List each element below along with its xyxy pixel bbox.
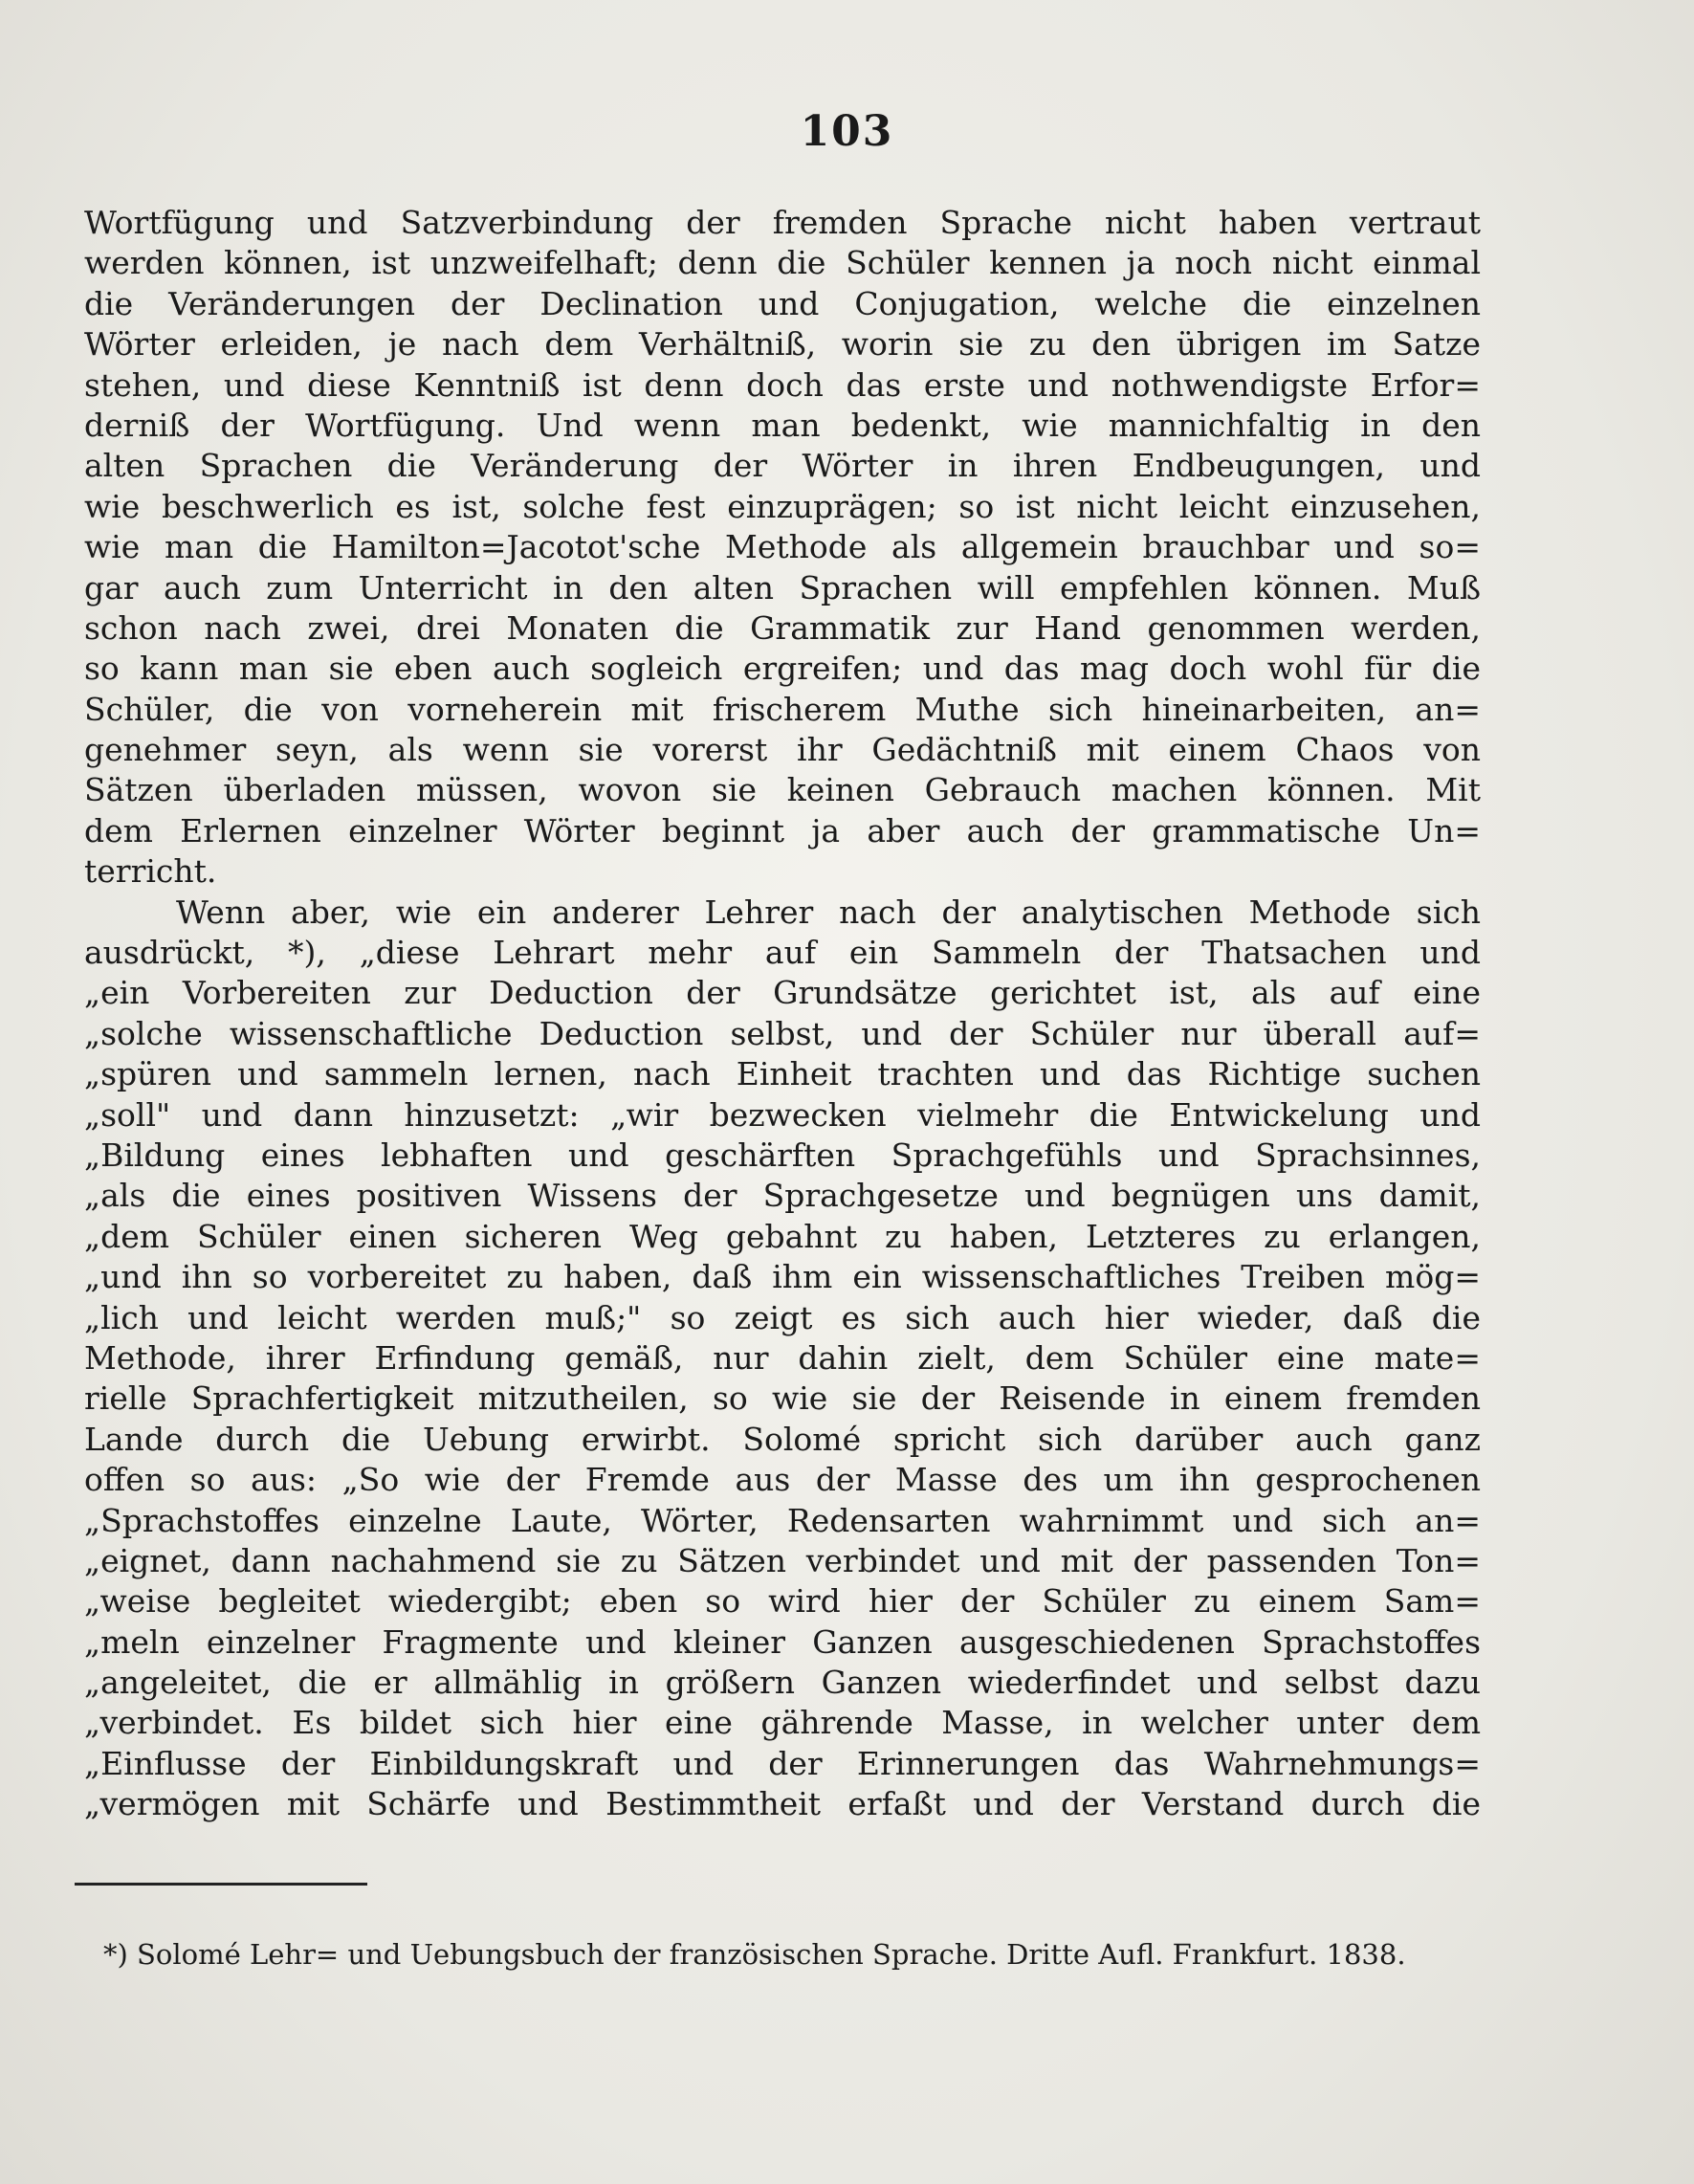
text-line: Sätzen überladen müssen, wovon sie keinen Gebrauch machen können. Mit (84, 771, 1481, 809)
text-line: derniß der Wortfügung. Und wenn man bedenkt, wie mannichfaltig in den (84, 406, 1481, 444)
text-line: stehen, und diese Kenntniß ist denn doch das erste und nothwendigste Erfor= (84, 365, 1481, 404)
text-line: Lande durch die Uebung erwirbt. Solomé spricht sich darüber auch ganz (84, 1420, 1481, 1458)
text-line: Wortfügung und Satzverbindung der fremden Sprache nicht haben vertraut (84, 204, 1481, 241)
text-line: „ein Vorbereiten zur Deduction der Grundsätze gerichtet ist, als auf eine (84, 974, 1481, 1012)
text-line: „meln einzelner Fragmente und kleiner Ganzen ausgeschiedenen Sprachstoffes (84, 1622, 1481, 1661)
footnote: *) Solomé Lehr= und Uebungsbuch der französischen Sprache. Dritte Aufl. Frankfurt. 1838. (103, 1938, 1406, 1971)
text-line: Wenn aber, wie ein anderer Lehrer nach der analytischen Methode sich (176, 893, 1481, 931)
text-line: „Sprachstoffes einzelne Laute, Wörter, Redensarten wahrnimmt und sich an= (84, 1501, 1481, 1539)
text-line: „solche wissenschaftliche Deduction selbst, und der Schüler nur überall auf= (84, 1014, 1481, 1052)
text-line: Methode, ihrer Erfindung gemäß, nur dahin zielt, dem Schüler eine mate= (84, 1338, 1481, 1377)
text-line: „als die eines positiven Wissens der Sprachgesetze und begnügen uns damit, (84, 1177, 1481, 1215)
paragraph-2 (84, 893, 1481, 1825)
text-line: „eignet, dann nachahmend sie zu Sätzen verbindet und mit der passenden Ton= (84, 1541, 1481, 1579)
text-line: Schüler, die von vorneherein mit frischerem Muthe sich hineinarbeiten, an= (84, 690, 1481, 728)
text-line: „vermögen mit Schärfe und Bestimmtheit erfaßt und der Verstand durch die (84, 1785, 1481, 1823)
text-line: terricht. (84, 852, 217, 891)
text-line: Wörter erleiden, je nach dem Verhältniß, worin sie zu den übrigen im Satze (84, 325, 1481, 364)
paragraph-1 (84, 203, 1481, 893)
text-line: schon nach zwei, drei Monaten die Grammatik zur Hand genommen werden, (84, 608, 1481, 647)
text-line: rielle Sprachfertigkeit mitzutheilen, so wie sie der Reisende in einem fremden (84, 1379, 1481, 1418)
text-line: „angeleitet, die er allmählig in größern Ganzen wiederfindet und selbst dazu (84, 1664, 1481, 1702)
text-line: wie beschwerlich es ist, solche fest einzuprägen; so ist nicht leicht einzusehen, (84, 487, 1481, 525)
text-line: so kann man sie eben auch sogleich ergreifen; und das mag doch wohl für die (84, 650, 1481, 688)
text-line: alten Sprachen die Veränderung der Wörter in ihren Endbeugungen, und (84, 447, 1481, 485)
text-line: dem Erlernen einzelner Wörter beginnt ja aber auch der grammatische Un= (84, 811, 1481, 849)
text-line: „soll" und dann hinzusetzt: „wir bezwecken vielmehr die Entwickelung und (84, 1095, 1481, 1134)
text-line: „verbindet. Es bildet sich hier eine gährende Masse, in welcher unter dem (84, 1704, 1481, 1742)
text-line: „dem Schüler einen sicheren Weg gebahnt zu haben, Letzteres zu erlangen, (84, 1217, 1481, 1255)
text-line: genehmer seyn, als wenn sie vorerst ihr Gedächtniß mit einem Chaos von (84, 731, 1481, 769)
text-line: „Einflusse der Einbildungskraft und der Erinnerungen das Wahrnehmungs= (84, 1744, 1481, 1782)
body-text (84, 203, 1481, 1825)
text-line: wie man die Hamilton=Jacotot'sche Methode als allgemein brauchbar und so= (84, 528, 1481, 566)
text-line: „und ihn so vorbereitet zu haben, daß ihm ein wissenschaftliches Treiben mög= (84, 1258, 1481, 1296)
footnote-divider (75, 1883, 367, 1886)
text-line: offen so aus: „So wie der Fremde aus der Masse des um ihn gesprochenen (84, 1461, 1481, 1499)
text-line: werden können, ist unzweifelhaft; denn die Schüler kennen ja noch nicht einmal (84, 244, 1481, 282)
page-number: 103 (800, 107, 894, 156)
text-line: ausdrückt, *), „diese Lehrart mehr auf ein Sammeln der Thatsachen und (84, 934, 1481, 972)
text-line: „lich und leicht werden muß;" so zeigt es sich auch hier wieder, daß die (84, 1298, 1481, 1336)
text-line: gar auch zum Unterricht in den alten Sprachen will empfehlen können. Muß (84, 568, 1481, 607)
text-line: die Veränderungen der Declination und Conjugation, welche die einzelnen (84, 284, 1481, 322)
text-line: „spüren und sammeln lernen, nach Einheit trachten und das Richtige suchen (84, 1055, 1481, 1093)
text-line: „weise begleitet wiedergibt; eben so wird hier der Schüler zu einem Sam= (84, 1582, 1481, 1621)
text-line: „Bildung eines lebhaften und geschärften Sprachgefühls und Sprachsinnes, (84, 1136, 1481, 1174)
